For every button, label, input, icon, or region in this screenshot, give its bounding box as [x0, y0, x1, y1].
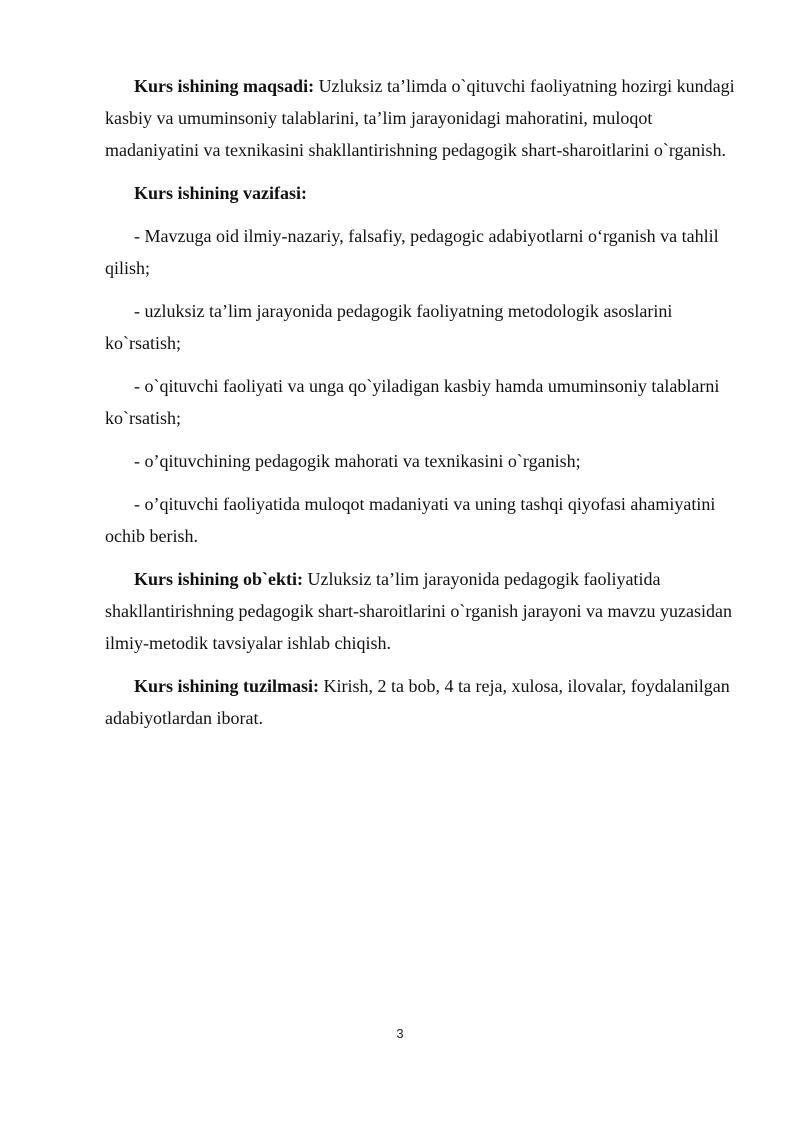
structure-label: Kurs ishining tuzilmasi: — [134, 676, 320, 696]
task-item: - o`qituvchi faoliyati va unga qo`yiladigan kasbiy hamda umuminsoniy talablarni ko`rsatish; — [105, 376, 720, 428]
structure-text: Kirish, 2 ta bob, 4 ta reja, xulosa, ilovalar, foydalanilgan adabiyotlardan iborat. — [105, 676, 730, 728]
object-label: Kurs ishining ob`ekti: — [134, 569, 304, 589]
task-item: - uzluksiz ta’lim jarayonida pedagogik faoliyatning metodologik asoslarini ko`rsatish; — [105, 301, 673, 353]
task-item: - o’qituvchining pedagogik mahorati va texnikasini o`rganish; — [134, 451, 581, 471]
page-body — [105, 70, 750, 745]
page-number: 3 — [396, 1026, 404, 1041]
object-paragraph — [105, 563, 750, 659]
task-item: - Mavzuga oid ilmiy-nazariy, falsafiy, pedagogic adabiyotlarni o‘rganish va tahlil qilish; — [105, 226, 719, 278]
goal-text: Uzluksiz ta’limda o`qituvchi faoliyatning hozirgi kundagi kasbiy va umuminsoniy talablarini, ta’lim jarayonidagi mahoratini, muloqot madaniyatini va texnikasini shakllantirishning pedagogik shart-sharoitlarini o`rganish. — [105, 76, 735, 160]
tasks-label: Kurs ishining vazifasi: — [134, 183, 308, 203]
object-text: Uzluksiz ta’lim jarayonida pedagogik faoliyatida shakllantirishning pedagogik shart-sharoitlarini o`rganish jarayoni va mavzu yuzasidan ilmiy-metodik tavsiyalar ishlab chiqish. — [105, 569, 733, 653]
goal-paragraph — [105, 70, 750, 166]
structure-paragraph — [105, 670, 750, 734]
goal-label: Kurs ishining maqsadi: — [134, 76, 315, 96]
task-item: - o’qituvchi faoliyatida muloqot madaniyati va uning tashqi qiyofasi ahamiyatini ochib berish. — [105, 494, 716, 546]
tasks-heading-paragraph — [105, 177, 750, 209]
